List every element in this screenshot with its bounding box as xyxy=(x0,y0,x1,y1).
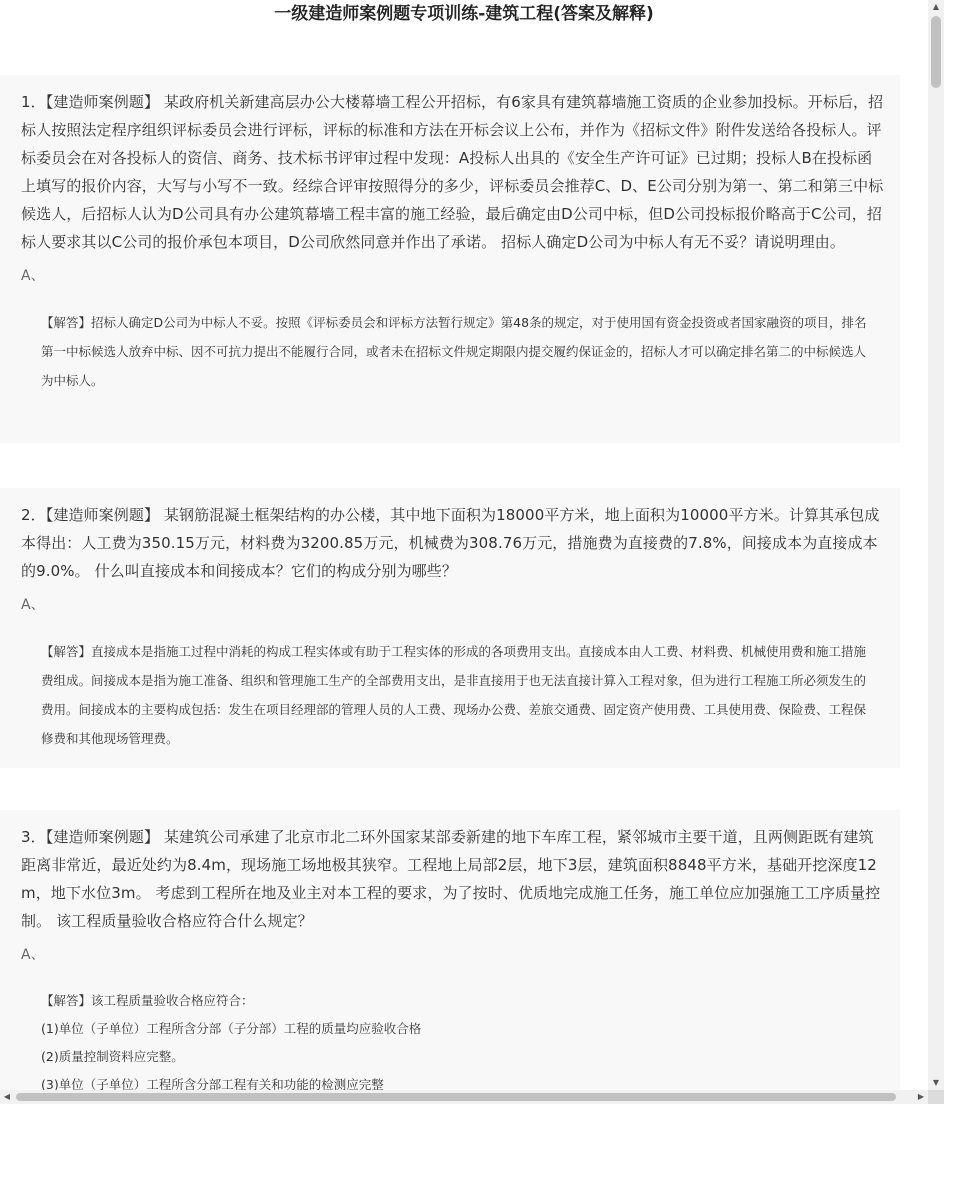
answer-block-3 xyxy=(41,987,872,1090)
scroll-down-icon[interactable]: ▼ xyxy=(932,1078,940,1087)
question-card-1 xyxy=(0,75,900,443)
horizontal-scroll-thumb[interactable] xyxy=(16,1093,896,1101)
scroll-left-icon[interactable]: ◀ xyxy=(3,1092,11,1101)
question-text-2: 2．【建造师案例题】 某钢筋混凝土框架结构的办公楼，其中地下面积为18000平方米，地上面积为10000平方米。计算其承包成本得出：人工费为350.15万元，材料费为3200.85万元，机械费为308.76万元，措施费为直接费的7.8%，间接成本为直接成本的9.0%。 什么叫直接成本和间接成本？它们的构成分别为哪些？ xyxy=(21,506,880,580)
scroll-right-icon[interactable]: ▶ xyxy=(917,1092,925,1101)
question-text-3: 3．【建造师案例题】 某建筑公司承建了北京市北二环外国家某部委新建的地下车库工程，紧邻城市主要干道，且两侧距既有建筑距离非常近，最近处约为8.4m，现场施工场地极其狭窄。工程地上局部2层，地下3层，建筑面积8848平方米，基础开挖深度12m，地下水位3m。 考虑到工程所在地及业主对本工程的要求，为了按时、优质地完成施工任务，施工单位应加强施工工序质量控制。 该工程质量验收合格应符合什么规定？ xyxy=(21,828,881,930)
vertical-scroll-thumb[interactable] xyxy=(931,16,941,88)
answer-line: 【解答】该工程质量验收合格应符合： xyxy=(41,993,254,1008)
option-a-1[interactable]: A、 xyxy=(21,268,45,284)
question-card-3 xyxy=(0,810,900,1090)
answer-line: (3)单位（子单位）工程所含分部工程有关和功能的检测应完整 xyxy=(41,1077,384,1090)
vertical-scrollbar[interactable] xyxy=(928,0,944,1090)
option-a-3[interactable]: A、 xyxy=(21,947,45,963)
answer-text-1: 【解答】招标人确定D公司为中标人不妥。按照《评标委员会和评标方法暂行规定》第48条的规定，对于使用国有资金投资或者国家融资的项目，排名第一中标候选人放弃中标、因不可抗力提出不能履行合同，或者未在招标文件规定期限内提交履约保证金的，招标人才可以确定排名第二的中标候选人为中标人。 xyxy=(41,315,867,388)
answer-text-2: 【解答】直接成本是指施工过程中消耗的构成工程实体或有助于工程实体的形成的各项费用支出。直接成本由人工费、材料费、机械使用费和施工措施费组成。间接成本是指为施工准备、组织和管理施工生产的全部费用支出，是非直接用于也无法直接计算入工程对象，但为进行工程施工所必须发生的费用。间接成本的主要构成包括：发生在项目经理部的管理人员的人工费、现场办公费、差旅交通费、固定资产使用费、工具使用费、保险费、工程保修费和其他现场管理费。 xyxy=(41,644,867,746)
page-title: 一级建造师案例题专项训练-建筑工程(答案及解释) xyxy=(274,4,654,24)
horizontal-scrollbar[interactable] xyxy=(0,1090,928,1104)
option-a-2[interactable]: A、 xyxy=(21,597,45,613)
scrollbar-corner xyxy=(928,1090,944,1104)
question-card-2 xyxy=(0,488,900,768)
answer-line: (2)质量控制资料应完整。 xyxy=(41,1049,184,1064)
scroll-up-icon[interactable]: ▲ xyxy=(932,2,940,11)
question-text-1: 1．【建造师案例题】 某政府机关新建高层办公大楼幕墙工程公开招标，有6家具有建筑幕墙施工资质的企业参加投标。开标后，招标人按照法定程序组织评标委员会进行评标，评标的标准和方法在开标会议上公布，并作为《招标文件》附件发送给各投标人。评标委员会在对各投标人的资信、商务、技术标书评审过程中发现：A投标人出具的《安全生产许可证》已过期；投标人B在投标函上填写的报价内容，大写与小写不一致。经综合评审按照得分的多少，评标委员会推荐C、D、E公司分别为第一、第二和第三中标候选人，后招标人认为D公司具有办公建筑幕墙工程丰富的施工经验，最后确定由D公司中标，但D公司投标报价略高于C公司，招标人要求其以C公司的报价承包本项目，D公司欣然同意并作出了承诺。 招标人确定D公司为中标人有无不妥？请说明理由。 xyxy=(21,93,884,251)
answer-line: (1)单位（子单位）工程所含分部（子分部）工程的质量均应验收合格 xyxy=(41,1021,422,1036)
